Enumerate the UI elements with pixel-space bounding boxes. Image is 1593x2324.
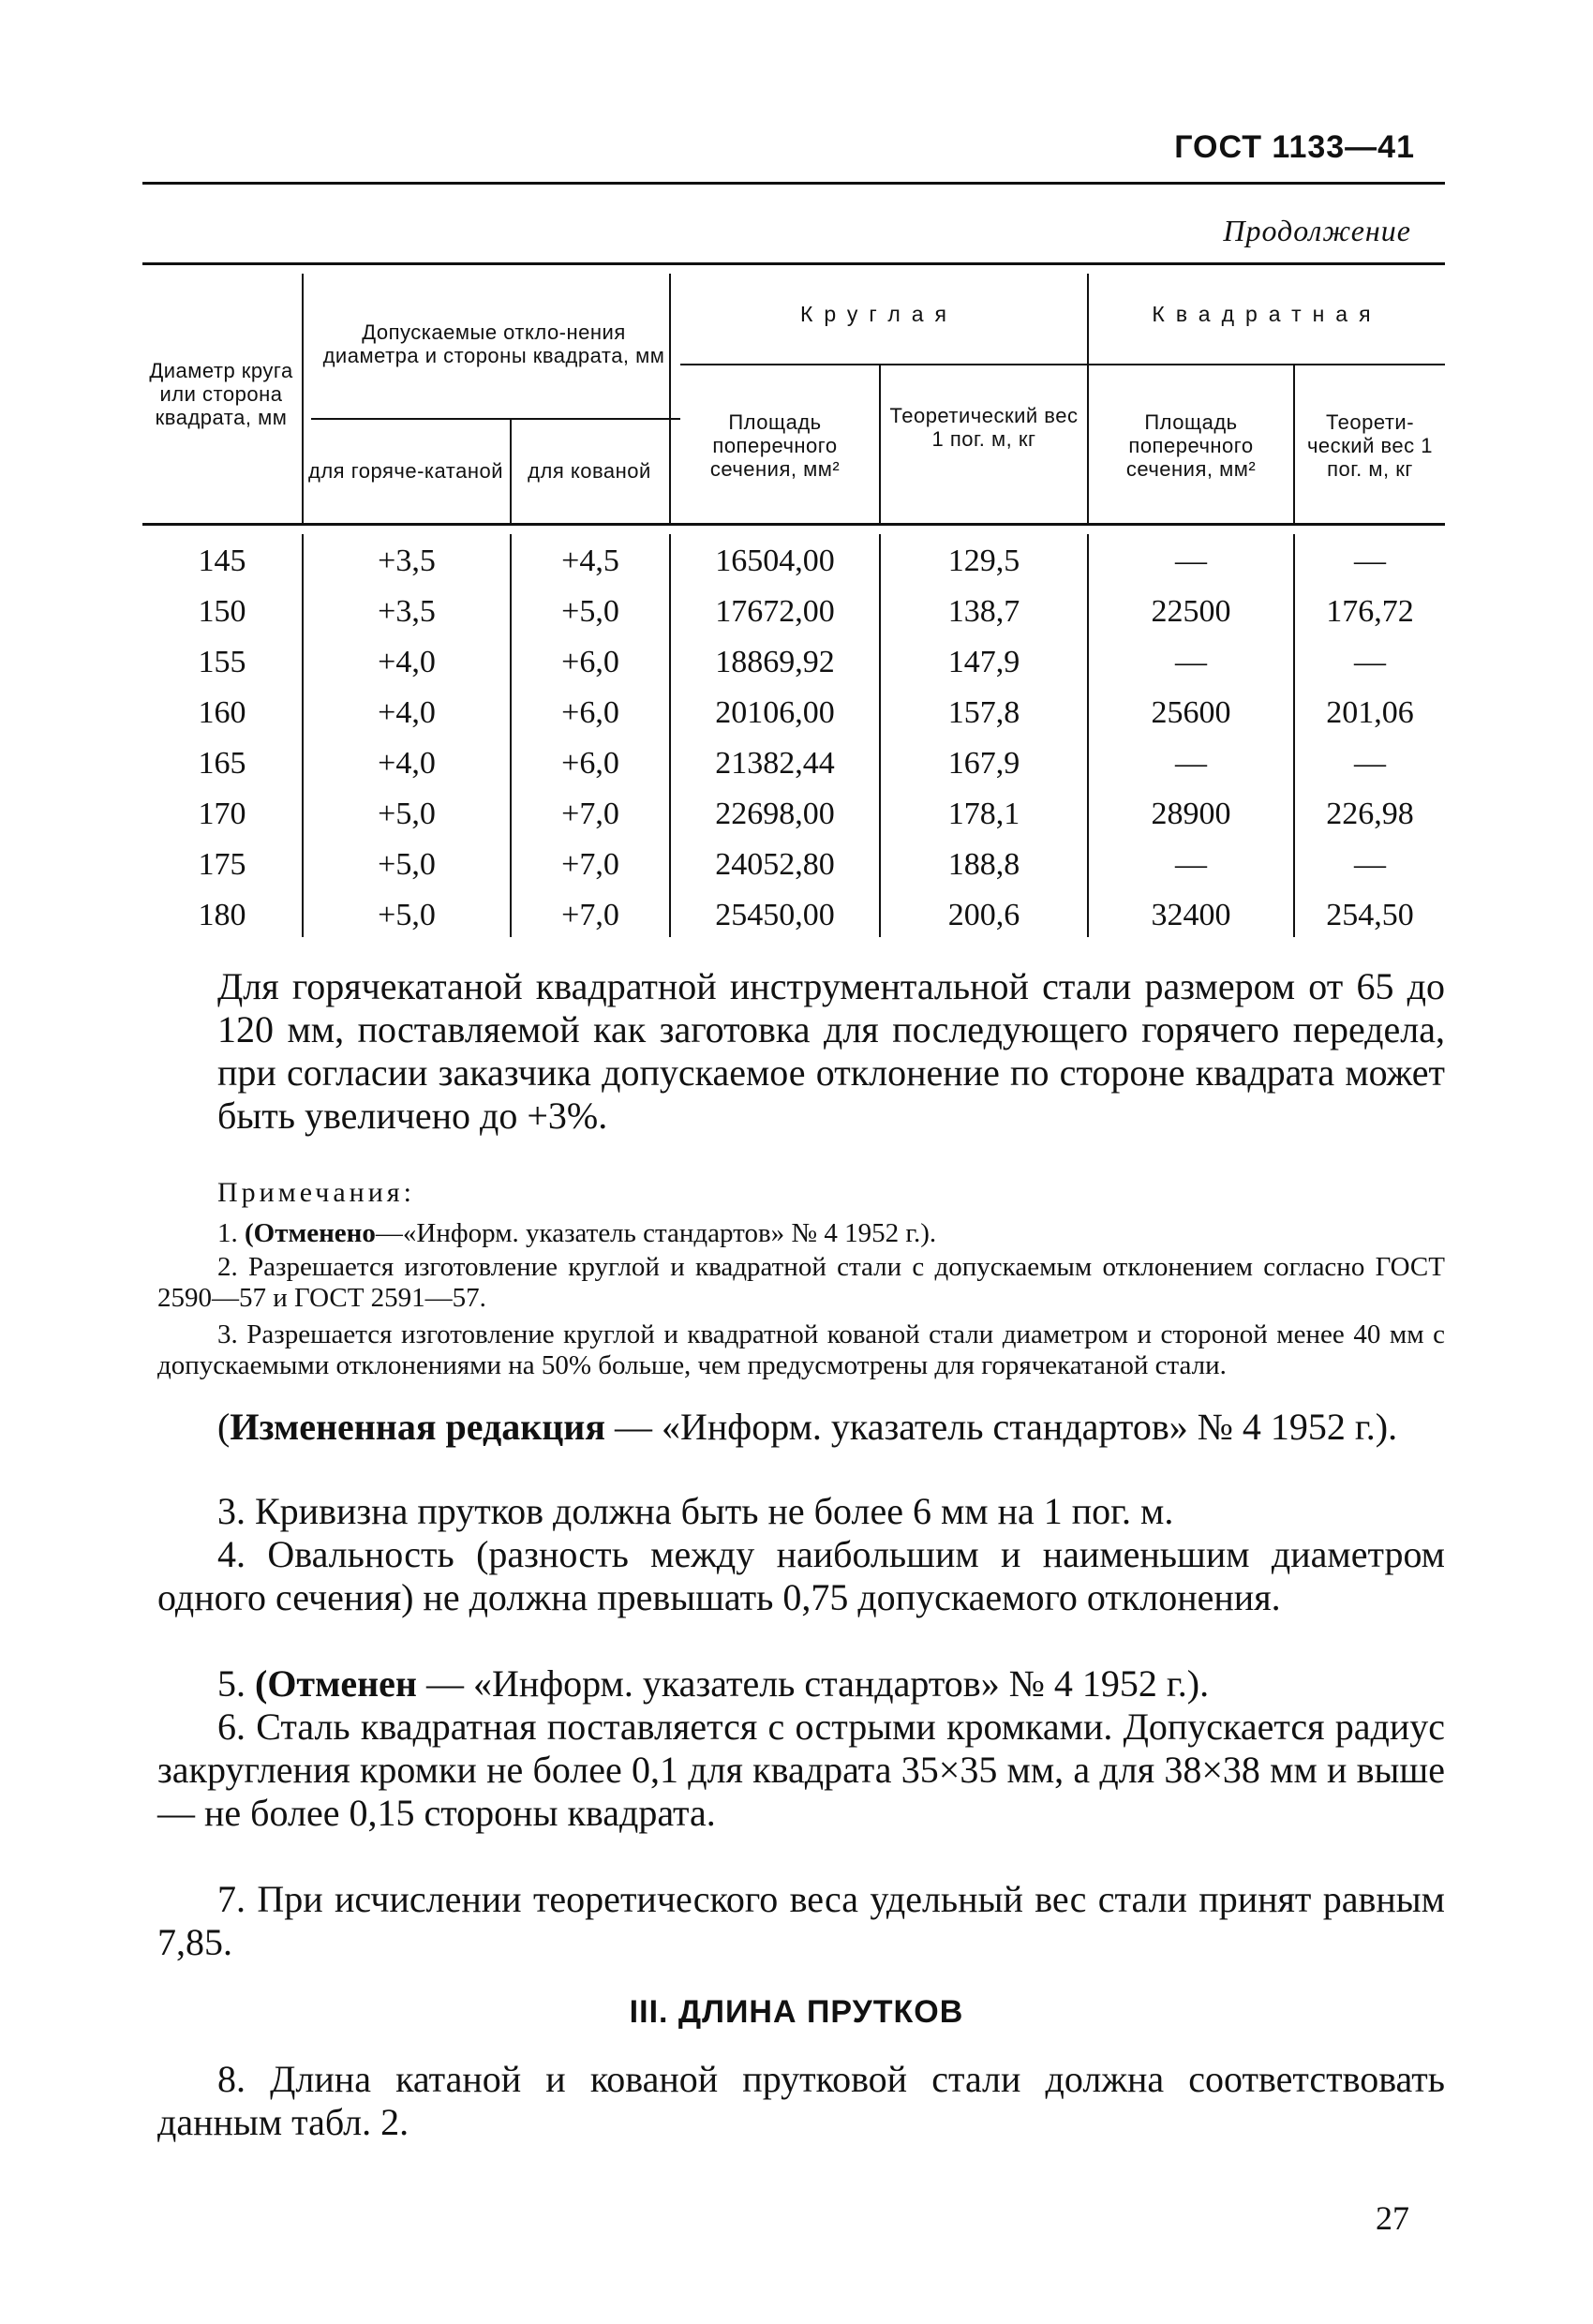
table-cell: 147,9	[947, 645, 1020, 679]
table-cell: 145	[198, 544, 246, 578]
table-cell: 155	[198, 645, 246, 679]
header-hot-rolled: для горяче-катаной	[308, 458, 503, 483]
table-cell: —	[1354, 544, 1386, 578]
document-code: ГОСТ 1133—41	[1174, 129, 1415, 165]
table-cell: 188,8	[947, 847, 1020, 882]
item-6-text: 6. Сталь квадратная поставляется с острыми кромками. Допускается радиус закругления кромки не более 0,1 для квадрата 35×35 мм, а для 38×38 мм и выше — не более 0,15 стороны квадрата.	[157, 1706, 1445, 1834]
table-cell: 32400	[1151, 898, 1231, 932]
item-5-bold: (Отменен	[255, 1662, 417, 1705]
table-cell: 138,7	[947, 594, 1020, 629]
table-cell: +6,0	[561, 695, 619, 730]
header-square-area: Площадь поперечного сечения, мм²	[1125, 410, 1257, 481]
table-cell: —	[1175, 746, 1207, 781]
table-cell: —	[1354, 847, 1386, 882]
header-square-group: Квадратная	[1152, 301, 1382, 326]
note-1-text: —«Информ. указатель стандартов» № 4 1952 г.).	[375, 1218, 937, 1248]
table-cell: 170	[198, 797, 246, 831]
amended-note: (Измененная редакция — «Информ. указатель стандартов» № 4 1952 г.).	[217, 1406, 1398, 1448]
table-rule-header-bottom	[142, 523, 1445, 526]
table-cell: 150	[198, 594, 246, 629]
amended-text: — «Информ. указатель стандартов» № 4 1952 г.).	[614, 1406, 1398, 1448]
table-cell: +4,0	[378, 695, 436, 730]
table-cell: 176,72	[1326, 594, 1414, 629]
note-1: 1. (Отменено—«Информ. указатель стандартов» № 4 1952 г.).	[217, 1218, 937, 1248]
item-3	[157, 1490, 1445, 1533]
table-cell: 21382,44	[715, 746, 835, 781]
table-cell: 16504,00	[715, 544, 835, 578]
note-1-bold: (Отменено	[245, 1218, 376, 1248]
table-cell: 25600	[1151, 695, 1231, 730]
table-cell: +5,0	[378, 847, 436, 882]
header-round-group: Круглая	[800, 301, 958, 326]
item-6	[157, 1706, 1445, 1835]
header-round-area: Площадь поперечного сечения, мм²	[709, 410, 841, 481]
item-4-text: 4. Овальность (разность между наибольшим и наименьшим диаметром одного сечения) не должна превышать 0,75 допускаемого отклонения.	[157, 1533, 1445, 1618]
table-cell: +5,0	[378, 797, 436, 831]
note-3	[157, 1319, 1445, 1381]
table-cell: +3,5	[378, 594, 436, 629]
table-cell: —	[1175, 544, 1207, 578]
item-5: 5. (Отменен — «Информ. указатель стандартов» № 4 1952 г.).	[217, 1662, 1210, 1705]
table-rule-subgroup	[680, 364, 1445, 365]
table-cell: +3,5	[378, 544, 436, 578]
table-cell: 18869,92	[715, 645, 835, 679]
table-cell: —	[1175, 645, 1207, 679]
table-cell: 254,50	[1326, 898, 1414, 932]
header-diameter: Диаметр круга или сторона квадрата, мм	[149, 358, 293, 429]
table-cell: +6,0	[561, 645, 619, 679]
table-cell: 200,6	[947, 898, 1020, 932]
note-2-text: 2. Разрешается изготовление круглой и квадратной стали с допускаемым отклонением согласно ГОСТ 2590—57 и ГОСТ 2591—57.	[157, 1252, 1445, 1313]
table-cell: +4,0	[378, 746, 436, 781]
header-forged: для кованой	[528, 458, 651, 483]
header-tolerance: Допускаемые откло-нения диаметра и стороны квадрата, мм	[322, 320, 665, 367]
table-cell: 20106,00	[715, 695, 835, 730]
table-cell: 167,9	[947, 746, 1020, 781]
header-square-weight: Теорети-ческий вес 1 пог. м, кг	[1306, 410, 1434, 481]
header-round-weight: Теоретический вес 1 пог. м, кг	[889, 404, 1079, 451]
item-7	[157, 1878, 1445, 1964]
table-cell: 226,98	[1326, 797, 1414, 831]
notes-title: Примечания:	[217, 1177, 415, 1208]
table-cell: +7,0	[561, 898, 619, 932]
continuation-label: Продолжение	[1223, 214, 1411, 247]
table-cell: 201,06	[1326, 695, 1414, 730]
paragraph-intro: Для горячекатаной квадратной инструментальной стали размером от 65 до 120 мм, поставляемой как заготовка для последующего горячего передела, при согласии заказчика допускаемое отклонение по стороне квадрата может быть увеличено до +3%.	[217, 965, 1445, 1137]
item-8-text: 8. Длина катаной и кованой прутковой стали должна соответствовать данным табл. 2.	[157, 2058, 1445, 2143]
item-7-text: 7. При исчислении теоретического веса удельный вес стали принят равным 7,85.	[157, 1878, 1445, 1963]
table-cell: 175	[198, 847, 246, 882]
table-cell: 180	[198, 898, 246, 932]
table-cell: 22698,00	[715, 797, 835, 831]
table-cell: +5,0	[561, 594, 619, 629]
table-cell: +4,5	[561, 544, 619, 578]
item-8	[157, 2058, 1445, 2144]
table-cell: 178,1	[947, 797, 1020, 831]
header-rule	[142, 182, 1445, 185]
table-cell: 17672,00	[715, 594, 835, 629]
table-cell: +5,0	[378, 898, 436, 932]
table-cell: 157,8	[947, 695, 1020, 730]
table-cell: 24052,80	[715, 847, 835, 882]
table-rule-top	[142, 262, 1445, 265]
item-5-text: — «Информ. указатель стандартов» № 4 1952 г.).	[425, 1662, 1210, 1705]
table-rule-tolerance	[311, 418, 680, 420]
note-2	[157, 1252, 1445, 1314]
table-cell: 160	[198, 695, 246, 730]
table-cell: 22500	[1151, 594, 1231, 629]
item-3-text: 3. Кривизна прутков должна быть не более 6 мм на 1 пог. м.	[217, 1490, 1174, 1532]
table-cell: —	[1175, 847, 1207, 882]
table-cell: 129,5	[947, 544, 1020, 578]
table-cell: —	[1354, 746, 1386, 781]
table-cell: —	[1354, 645, 1386, 679]
table-cell: +7,0	[561, 797, 619, 831]
table-cell: +6,0	[561, 746, 619, 781]
item-4	[157, 1533, 1445, 1619]
tolerance-table	[142, 262, 1445, 937]
amended-bold: Измененная редакция	[230, 1406, 605, 1448]
table-cell: 25450,00	[715, 898, 835, 932]
table-cell: 165	[198, 746, 246, 781]
table-cell: 28900	[1151, 797, 1231, 831]
section-title: III. ДЛИНА ПРУТКОВ	[629, 1994, 964, 2030]
table-cell: +4,0	[378, 645, 436, 679]
page-number: 27	[1376, 2199, 1409, 2237]
table-cell: +7,0	[561, 847, 619, 882]
note-3-text: 3. Разрешается изготовление круглой и квадратной кованой стали диаметром и стороной менее 40 мм с допускаемыми отклонениями на 50% больше, чем предусмотрены для горячекатаной стали.	[157, 1319, 1445, 1380]
